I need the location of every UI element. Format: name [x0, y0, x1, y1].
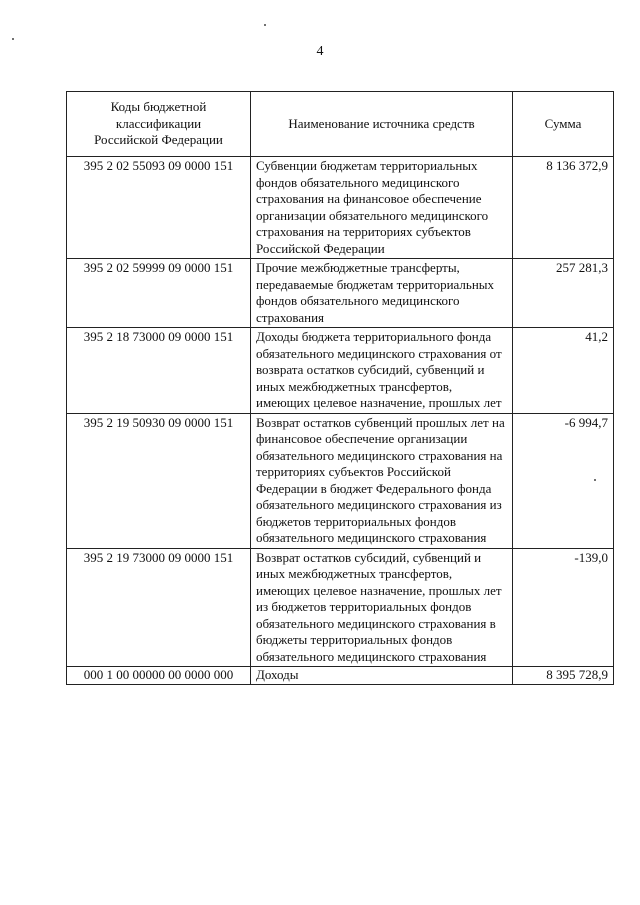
- table-row: [67, 328, 614, 414]
- table-header-row: [67, 92, 614, 157]
- row-sum: 41,2: [513, 328, 614, 414]
- table-row: [67, 259, 614, 328]
- row-name: Возврат остатков субвенций прошлых лет на финансовое обеспечение организации обязательного медицинского страхования на территориях субъектов Российской Федерации в бюджет Федерального фонда обязательного медицинского страхования из бюджетов территориальных фондов обязательного медицинского страхования: [251, 413, 513, 548]
- page-number: 4: [316, 44, 324, 59]
- row-code: 395 2 19 73000 09 0000 151: [67, 548, 251, 667]
- row-code: 395 2 18 73000 09 0000 151: [67, 328, 251, 414]
- row-name: Доходы бюджета территориального фонда обязательного медицинского страхования от возврата остатков субсидий, субвенций и иных межбюджетных трансфертов, имеющих целевое назначение, прошлых лет: [251, 328, 513, 414]
- row-name: Прочие межбюджетные трансферты, передаваемые бюджетам территориальных фондов обязательного медицинского страхования: [251, 259, 513, 328]
- scan-speck: [12, 38, 14, 40]
- row-code: 395 2 02 59999 09 0000 151: [67, 259, 251, 328]
- table-total-row: [67, 667, 614, 685]
- budget-income-table: [66, 91, 614, 685]
- header-code: Коды бюджетной классификации Российской Федерации: [67, 92, 251, 157]
- row-name: Возврат остатков субсидий, субвенций и иных межбюджетных трансфертов, имеющих целевое назначение, прошлых лет из бюджетов территориальных фондов обязательного медицинского страхования в бюджеты территориальных фондов обязательного медицинского страхования: [251, 548, 513, 667]
- table-row: [67, 548, 614, 667]
- total-name: Доходы: [251, 667, 513, 685]
- total-sum: 8 395 728,9: [513, 667, 614, 685]
- row-sum: 8 136 372,9: [513, 157, 614, 259]
- header-name: Наименование источника средств: [251, 92, 513, 157]
- table-row: [67, 157, 614, 259]
- row-sum: -139,0: [513, 548, 614, 667]
- total-code: 000 1 00 00000 00 0000 000: [67, 667, 251, 685]
- header-sum: Сумма: [513, 92, 614, 157]
- row-name: Субвенции бюджетам территориальных фондов обязательного медицинского страхования на финансовое обеспечение организации обязательного медицинского страхования на территориях субъектов Российской Федерации: [251, 157, 513, 259]
- row-sum: -6 994,7: [513, 413, 614, 548]
- table-row: [67, 413, 614, 548]
- scan-speck: [264, 24, 266, 26]
- row-sum: 257 281,3: [513, 259, 614, 328]
- row-code: 395 2 19 50930 09 0000 151: [67, 413, 251, 548]
- row-code: 395 2 02 55093 09 0000 151: [67, 157, 251, 259]
